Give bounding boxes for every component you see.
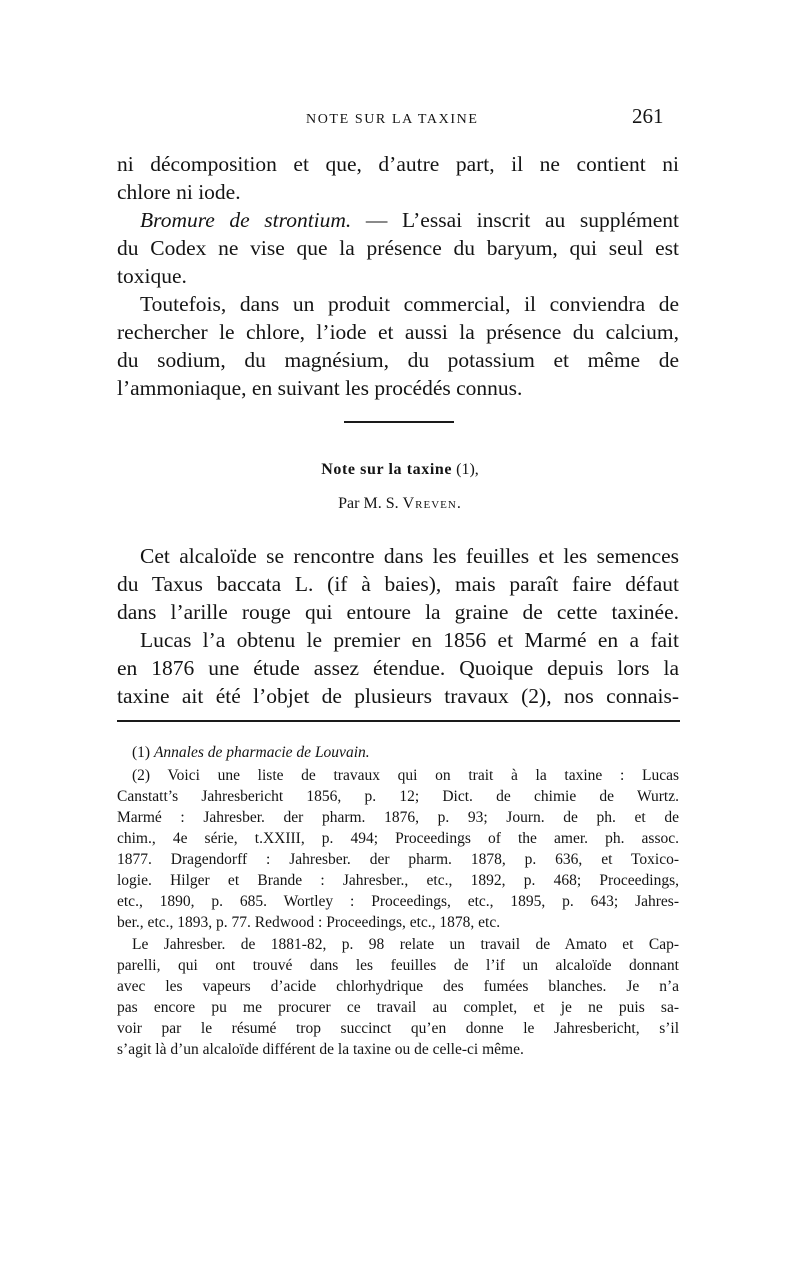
article-line: Lucas l’a obtenu le premier en 1856 et Marmé en a fait [140,628,679,652]
footnote-2-line: 1877. Dragendorff : Jahresber. der pharm. 1878, p. 636, et Toxico- [117,851,679,868]
running-header: NOTE SUR LA TAXINE [306,112,479,127]
body-line: du Codex ne vise que la présence du baryum, qui seul est [117,236,679,260]
article-title-text: Note sur la taxine [321,461,453,478]
footnote-2-line: Canstatt’s Jahresbericht 1856, p. 12; Dict. de chimie de Wurtz. [117,788,679,805]
body-line: du sodium, du magnésium, du potassium et même de [117,348,679,372]
body-line: l’ammoniaque, en suivant les procédés connus. [117,376,523,400]
author-name: Vreven. [402,495,462,512]
footnote-2-line: (2) Voici une liste de travaux qui on trait à la taxine : Lucas [132,767,679,784]
article-title [0,461,800,479]
body-line: chlore ni iode. [117,180,241,204]
article-title-ref: (1), [452,461,479,478]
footnote-2-line: logie. Hilger et Brande : Jahresber., etc., 1892, p. 468; Proceedings, [117,872,679,889]
article-line: taxine ait été l’objet de plusieurs travaux (2), nos connais- [117,684,679,708]
bromure-line [140,206,679,234]
article-line: en 1876 une étude assez étendue. Quoique depuis lors la [117,656,679,680]
body-line: Toutefois, dans un produit commercial, il conviendra de [140,292,679,316]
body-line: toxique. [117,264,187,288]
page-number: 261 [632,104,664,128]
footnote-3-line: Le Jahresber. de 1881-82, p. 98 relate un travail de Amato et Cap- [132,936,679,953]
footnote-2-line: etc., 1890, p. 685. Wortley : Proceedings, etc., 1895, p. 643; Jahres- [117,893,679,910]
article-line: dans l’arille rouge qui entoure la graine de cette taxinée. [117,600,679,624]
footnote-3-line: parelli, qui ont trouvé dans les feuilles de l’if un alcaloïde donnant [117,957,679,974]
body-line: rechercher le chlore, l’iode et aussi la présence du calcium, [117,320,679,344]
article-line: Cet alcaloïde se rencontre dans les feuilles et les semences [140,544,679,568]
article-author [0,495,800,513]
footnote-2-line: ber., etc., 1893, p. 77. Redwood : Proceedings, etc., 1878, etc. [117,914,501,931]
footnote-3-line: s’agit là d’un alcaloïde différent de la taxine ou de celle-ci même. [117,1041,524,1058]
footnote-2-line: chim., 4e série, t.XXIII, p. 494; Proceedings of the amer. ph. assoc. [117,830,679,847]
footnote-2-line: Marmé : Jahresber. der pharm. 1876, p. 93; Journ. de ph. et de [117,809,679,826]
article-line: du Taxus baccata L. (if à baies), mais paraît faire défaut [117,572,679,596]
body-line: ni décomposition et que, d’autre part, il ne contient ni [117,152,679,176]
bromure-term: Bromure de strontium. [140,208,352,232]
footnote-3-line: avec les vapeurs d’acide chlorhydrique des fumées blanches. Je n’a [117,978,679,995]
footnote-1-text: Annales de pharmacie de Louvain. [153,744,370,761]
author-prefix: Par M. S. [338,495,403,512]
footnote-3-line: pas encore pu me procurer ce travail au complet, et je ne puis sa- [117,999,679,1016]
section-separator [344,421,454,423]
footnote-1-number: (1) [132,744,154,761]
footnote-3-line: voir par le résumé trop succinct qu’en donne le Jahresbericht, s’il [117,1020,679,1037]
footnote-rule [117,720,680,722]
footnote-1 [132,743,679,763]
bromure-rest: — L’essai inscrit au supplément [351,208,679,232]
